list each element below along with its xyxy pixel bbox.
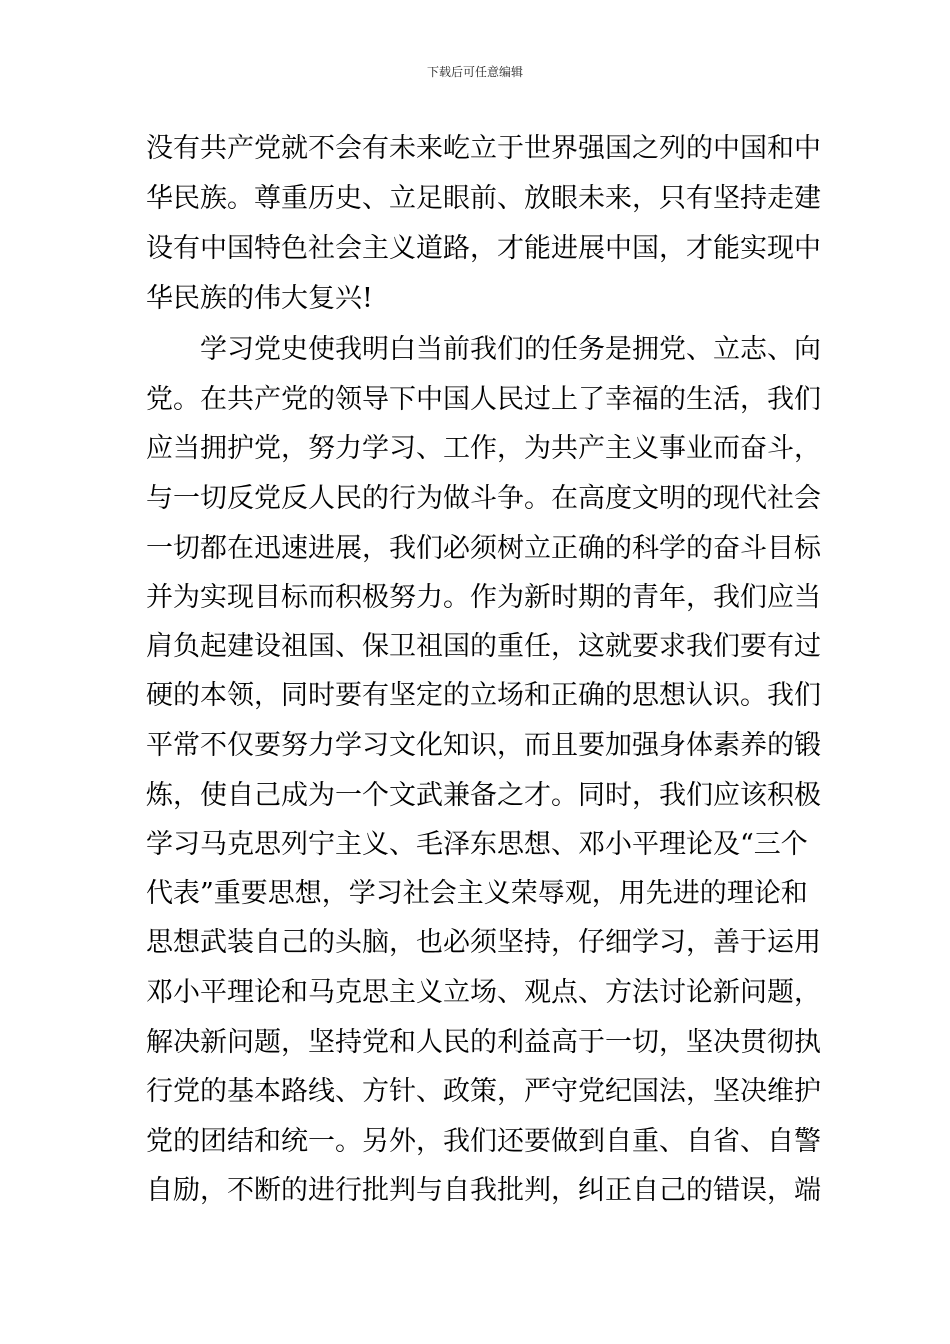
text-line: 没有共产党就不会有未来屹立于世界强国之列的中国和中: [146, 133, 821, 164]
text-line: 行党的基本路线、方针、政策，严守党纪国法，坚决维护: [146, 1076, 821, 1107]
text-line: 党。在共产党的领导下中国人民过上了幸福的生活，我们: [146, 384, 821, 415]
text-line: 一切都在迅速进展，我们必须树立正确的科学的奋斗目标: [146, 533, 821, 564]
text-line: 党的团结和统一。另外，我们还要做到自重、自省、自警: [146, 1126, 821, 1157]
text-line: 自励，不断的进行批判与自我批判，纠正自己的错误，端: [146, 1175, 821, 1206]
text-line: 邓小平理论和马克思主义立场、观点、方法讨论新问题，: [146, 977, 821, 1008]
text-line: 硬的本领，同时要有坚定的立场和正确的思想认识。我们: [146, 680, 821, 711]
text-line: 应当拥护党，努力学习、工作，为共产主义事业而奋斗，: [146, 433, 821, 464]
text-line: 设有中国特色社会主义道路，才能进展中国，才能实现中: [146, 233, 821, 264]
text-line: 肩负起建设祖国、保卫祖国的重任，这就要求我们要有过: [146, 631, 821, 662]
text-line: 并为实现目标而积极努力。作为新时期的青年，我们应当: [146, 582, 821, 613]
text-line: 炼，使自己成为一个文武兼备之才。同时，我们应该积极: [146, 780, 821, 811]
text-line: 华民族的伟大复兴!: [146, 283, 373, 314]
text-line: 思想武装自己的头脑，也必须坚持，仔细学习，善于运用: [146, 927, 821, 958]
text-line: 学习马克思列宁主义、毛泽东思想、邓小平理论及“三个: [146, 829, 808, 860]
text-line: 解决新问题，坚持党和人民的利益高于一切，坚决贯彻执: [146, 1027, 821, 1058]
text-line: 华民族。尊重历史、立足眼前、放眼未来，只有坚持走建: [146, 183, 821, 214]
page-header: 下载后可任意编辑: [426, 65, 523, 79]
text-line: 平常不仅要努力学习文化知识，而且要加强身体素养的锻: [146, 730, 821, 761]
text-line: 与一切反党反人民的行为做斗争。在高度文明的现代社会: [146, 483, 821, 514]
text-line: 学习党史使我明白当前我们的任务是拥党、立志、向: [200, 334, 821, 365]
text-line: 代表”重要思想，学习社会主义荣辱观，用先进的理论和: [146, 878, 808, 909]
